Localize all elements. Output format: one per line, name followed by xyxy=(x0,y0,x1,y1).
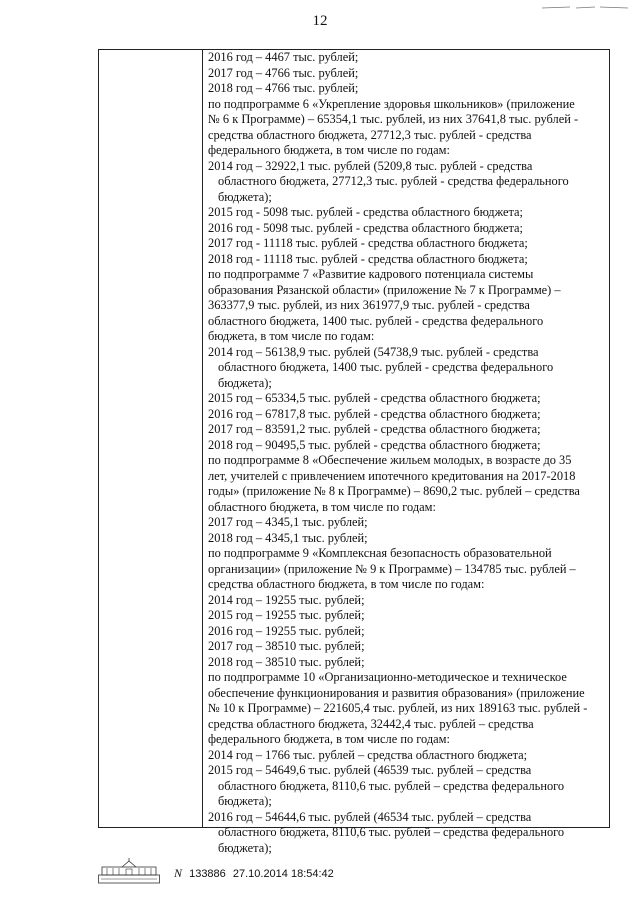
text-line: областного бюджета, 8110,6 тыс. рублей – средства федерального xyxy=(218,825,565,839)
text-line: 2014 год – 56138,9 тыс. рублей (54738,9 тыс. рублей - средства xyxy=(208,344,539,359)
text-line: по подпрограмме 10 «Организационно-методическое и техническое xyxy=(208,670,567,684)
text-line: по подпрограмме 6 «Укрепление здоровья школьников» (приложение xyxy=(208,96,575,111)
text-line: бюджета); xyxy=(218,794,272,808)
text-line: по подпрограмме 7 «Развитие кадрового потенциала системы xyxy=(208,267,534,281)
page-number: 12 xyxy=(312,13,328,29)
text-line: обеспечение функционирования и развития образования» (приложение xyxy=(208,685,585,700)
text-line: 2017 год - 11118 тыс. рублей - средства областного бюджета; xyxy=(208,236,528,250)
text-line: 2014 год – 32922,1 тыс. рублей (5209,8 тыс. рублей - средства xyxy=(208,158,533,173)
text-line: средства областного бюджета, 27712,3 тыс. рублей - средства xyxy=(208,127,532,142)
text-line: 363377,9 тыс. рублей, из них 361977,9 тыс. рублей - средства xyxy=(208,298,530,312)
text-line: областного бюджета, 8110,6 тыс. рублей – средства федерального xyxy=(218,778,565,793)
text-line: 2018 год – 4766 тыс. рублей; xyxy=(208,81,359,95)
text-line: 2016 год – 4467 тыс. рублей; xyxy=(208,50,359,64)
text-line: средства областного бюджета, 32442,4 тыс. рублей – средства xyxy=(208,716,534,731)
table-cell-content xyxy=(208,50,604,856)
text-line: образования Рязанской области» (приложение № 7 к Программе) – xyxy=(208,282,561,297)
text-line: 2017 год – 4766 тыс. рублей; xyxy=(208,65,359,80)
text-line: 2018 год – 38510 тыс. рублей; xyxy=(208,654,365,669)
text-line: областного бюджета, 27712,3 тыс. рублей - средства федерального xyxy=(218,174,569,188)
doc-datetime: 27.10.2014 18:54:42 xyxy=(232,868,334,880)
text-line: 2015 год - 5098 тыс. рублей - средства областного бюджета; xyxy=(208,205,523,219)
text-line: федерального бюджета, в том числе по годам: xyxy=(208,732,450,746)
text-line: 2018 год – 4345,1 тыс. рублей; xyxy=(208,530,368,545)
text-line: бюджета); xyxy=(218,840,272,855)
text-line: средства областного бюджета, в том числе по годам: xyxy=(208,577,485,591)
text-line: № 10 к Программе) – 221605,4 тыс. рублей, из них 189163 тыс. рублей - xyxy=(208,701,588,715)
text-line: 2018 год – 90495,5 тыс. рублей - средства областного бюджета; xyxy=(208,437,541,452)
number-sign: N xyxy=(174,866,183,880)
text-line: 2015 год – 54649,6 тыс. рублей (46539 тыс. рублей – средства xyxy=(208,763,532,777)
column-divider xyxy=(202,50,203,827)
building-emblem-icon xyxy=(98,858,160,884)
text-line: 2017 год – 4345,1 тыс. рублей; xyxy=(208,515,368,529)
text-line: 2015 год – 65334,5 тыс. рублей - средства областного бюджета; xyxy=(208,391,541,405)
text-line: областного бюджета, в том числе по годам: xyxy=(208,499,436,514)
text-line: годы» (приложение № 8 к Программе) – 8690,2 тыс. рублей – средства xyxy=(208,484,580,498)
document-registration-stamp xyxy=(174,866,334,881)
text-line: 2016 год – 67817,8 тыс. рублей - средства областного бюджета; xyxy=(208,406,541,421)
text-line: 2016 год – 54644,6 тыс. рублей (46534 тыс. рублей – средства xyxy=(208,809,532,824)
text-line: 2016 год – 19255 тыс. рублей; xyxy=(208,623,365,638)
text-line: 2015 год – 19255 тыс. рублей; xyxy=(208,608,365,622)
text-line: 2017 год – 38510 тыс. рублей; xyxy=(208,639,365,653)
text-line: областного бюджета, 1400 тыс. рублей - средства федерального xyxy=(218,360,554,374)
text-line: организации» (приложение № 9 к Программе) – 134785 тыс. рублей – xyxy=(208,561,576,576)
footer xyxy=(98,858,458,886)
text-line: по подпрограмме 8 «Обеспечение жильем молодых, в возрасте до 35 xyxy=(208,453,572,467)
text-line: 2014 год – 1766 тыс. рублей – средства областного бюджета; xyxy=(208,747,528,762)
text-line: 2018 год - 11118 тыс. рублей - средства областного бюджета; xyxy=(208,251,528,266)
doc-number: 133886 xyxy=(189,868,226,880)
document-table xyxy=(98,49,610,855)
text-line: областного бюджета, 1400 тыс. рублей - средства федерального xyxy=(208,313,544,328)
text-line: 2014 год – 19255 тыс. рублей; xyxy=(208,592,365,607)
text-line: по подпрограмме 9 «Комплексная безопасность образовательной xyxy=(208,546,552,560)
text-line: бюджета); xyxy=(218,375,272,390)
text-line: федерального бюджета, в том числе по годам: xyxy=(208,143,450,157)
text-line: № 6 к Программе) – 65354,1 тыс. рублей, из них 37641,8 тыс. рублей - xyxy=(208,112,579,126)
text-line: лет, учителей с привлечением ипотечного кредитования на 2017-2018 xyxy=(208,468,576,483)
text-line: 2016 год - 5098 тыс. рублей - средства областного бюджета; xyxy=(208,220,523,235)
text-line: бюджета); xyxy=(218,189,272,204)
top-margin-mark xyxy=(540,4,630,10)
text-line: 2017 год – 83591,2 тыс. рублей - средства областного бюджета; xyxy=(208,422,541,436)
text-line: бюджета, в том числе по годам: xyxy=(208,329,375,343)
